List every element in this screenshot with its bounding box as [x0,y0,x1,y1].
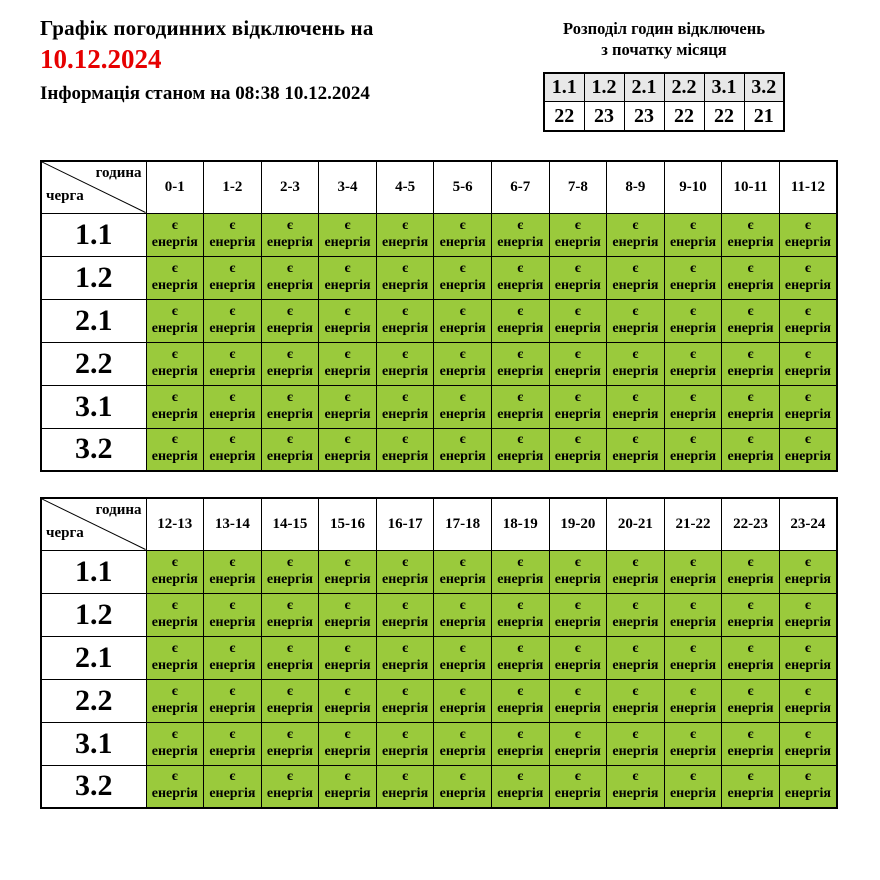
energy-status-cell: є енергія [722,550,780,593]
schedule-row [41,636,837,679]
energy-status-cell: є енергія [261,213,319,256]
energy-status-cell: є енергія [779,722,837,765]
energy-status-cell: є енергія [146,636,204,679]
energy-status-cell: є енергія [491,550,549,593]
energy-status-cell: є енергія [261,385,319,428]
energy-status-cell: є енергія [607,636,665,679]
queue-group-label: 1.1 [544,73,584,102]
corner-cell [41,498,146,550]
energy-status-cell: є енергія [376,299,434,342]
queue-row-label: 3.1 [41,722,146,765]
energy-status-cell: є енергія [376,679,434,722]
energy-status-cell: є енергія [204,428,262,471]
energy-status-cell: є енергія [607,385,665,428]
energy-status-cell: є енергія [664,385,722,428]
energy-status-cell: є енергія [607,213,665,256]
page-title: Графік погодинних відключень на [40,16,374,40]
energy-status-cell: є енергія [779,428,837,471]
energy-status-cell: є енергія [261,550,319,593]
energy-status-cell: є енергія [779,636,837,679]
energy-status-cell: є енергія [146,299,204,342]
energy-status-cell: є енергія [779,342,837,385]
energy-status-cell: є енергія [722,299,780,342]
energy-status-cell: є енергія [491,428,549,471]
schedule-body [41,213,837,471]
energy-status-cell: є енергія [491,679,549,722]
energy-status-cell: є енергія [204,213,262,256]
queue-group-label: 2.1 [624,73,664,102]
schedule-row [41,593,837,636]
corner-label-queue: черга [46,524,84,541]
energy-status-cell: є енергія [376,385,434,428]
energy-status-cell: є енергія [491,385,549,428]
energy-status-cell: є енергія [779,593,837,636]
queue-group-label: 3.1 [704,73,744,102]
hour-column-header: 16-17 [376,498,434,550]
hours-header-row [41,498,837,550]
energy-status-cell: є енергія [261,256,319,299]
energy-status-cell: є енергія [434,256,492,299]
energy-status-cell: є енергія [434,722,492,765]
energy-status-cell: є енергія [491,213,549,256]
energy-status-cell: є енергія [722,385,780,428]
outage-hours-value: 22 [664,102,704,131]
energy-status-cell: є енергія [607,256,665,299]
queue-row-label: 2.1 [41,636,146,679]
energy-status-cell: є енергія [319,256,377,299]
distribution-title-line1: Розподіл годин відключень [563,19,765,38]
energy-status-cell: є енергія [491,765,549,808]
energy-status-cell: є енергія [204,593,262,636]
energy-status-cell: є енергія [204,342,262,385]
energy-status-cell: є енергія [204,385,262,428]
energy-status-cell: є енергія [491,256,549,299]
energy-status-cell: є енергія [664,428,722,471]
hour-column-header: 20-21 [607,498,665,550]
schedule-row [41,256,837,299]
hour-column-header: 19-20 [549,498,607,550]
energy-status-cell: є енергія [607,299,665,342]
energy-status-cell: є енергія [146,550,204,593]
energy-status-cell: є енергія [779,385,837,428]
distribution-title [528,18,800,61]
queue-row-label: 3.2 [41,428,146,471]
energy-status-cell: є енергія [549,342,607,385]
energy-status-cell: є енергія [261,299,319,342]
energy-status-cell: є енергія [376,342,434,385]
queue-row-label: 2.1 [41,299,146,342]
energy-status-cell: є енергія [491,342,549,385]
hour-column-header: 18-19 [491,498,549,550]
energy-status-cell: є енергія [664,342,722,385]
hours-header-row [41,161,837,213]
energy-status-cell: є енергія [549,213,607,256]
energy-status-cell: є енергія [434,299,492,342]
outage-hours-value: 22 [544,102,584,131]
hour-column-header: 4-5 [376,161,434,213]
energy-status-cell: є енергія [376,765,434,808]
queue-row-label: 3.1 [41,385,146,428]
queue-row-label: 3.2 [41,765,146,808]
energy-status-cell: є енергія [722,722,780,765]
energy-status-cell: є енергія [204,550,262,593]
energy-status-cell: є енергія [434,428,492,471]
queue-row-label: 2.2 [41,342,146,385]
energy-status-cell: є енергія [376,256,434,299]
energy-status-cell: є енергія [607,679,665,722]
energy-status-cell: є енергія [319,550,377,593]
energy-status-cell: є енергія [491,636,549,679]
distribution-header-row [544,73,784,102]
schedule-row [41,679,837,722]
energy-status-cell: є енергія [549,256,607,299]
energy-status-cell: є енергія [261,722,319,765]
energy-status-cell: є енергія [722,765,780,808]
hour-column-header: 12-13 [146,498,204,550]
hour-column-header: 6-7 [491,161,549,213]
energy-status-cell: є енергія [261,593,319,636]
energy-status-cell: є енергія [722,636,780,679]
energy-status-cell: є енергія [549,550,607,593]
energy-status-cell: є енергія [549,679,607,722]
energy-status-cell: є енергія [376,593,434,636]
corner-cell [41,161,146,213]
energy-status-cell: є енергія [319,342,377,385]
hour-column-header: 10-11 [722,161,780,213]
energy-status-cell: є енергія [261,679,319,722]
energy-status-cell: є енергія [319,428,377,471]
energy-status-cell: є енергія [376,722,434,765]
schedule-row [41,385,837,428]
energy-status-cell: є енергія [261,342,319,385]
outage-hours-value: 22 [704,102,744,131]
energy-status-cell: є енергія [607,722,665,765]
energy-status-cell: є енергія [549,299,607,342]
corner-label-queue: черга [46,187,84,204]
outage-hours-value: 21 [744,102,784,131]
queue-row-label: 1.2 [41,593,146,636]
schedule-row [41,299,837,342]
energy-status-cell: є енергія [779,765,837,808]
queue-row-label: 2.2 [41,679,146,722]
energy-status-cell: є енергія [664,765,722,808]
energy-status-cell: є енергія [204,636,262,679]
energy-status-cell: є енергія [204,256,262,299]
energy-status-cell: є енергія [779,679,837,722]
energy-status-cell: є енергія [261,636,319,679]
energy-status-cell: є енергія [319,636,377,679]
energy-status-cell: є енергія [434,679,492,722]
outage-hours-value: 23 [584,102,624,131]
energy-status-cell: є енергія [664,636,722,679]
hour-column-header: 7-8 [549,161,607,213]
hour-column-header: 3-4 [319,161,377,213]
hour-column-header: 5-6 [434,161,492,213]
energy-status-cell: є енергія [146,679,204,722]
queue-group-label: 3.2 [744,73,784,102]
energy-status-cell: є енергія [779,213,837,256]
energy-status-cell: є енергія [549,722,607,765]
energy-status-cell: є енергія [722,428,780,471]
energy-status-cell: є енергія [204,679,262,722]
energy-status-cell: є енергія [261,428,319,471]
energy-status-cell: є енергія [204,722,262,765]
energy-status-cell: є енергія [549,593,607,636]
energy-status-cell: є енергія [434,593,492,636]
energy-status-cell: є енергія [664,722,722,765]
energy-status-cell: є енергія [607,765,665,808]
energy-status-cell: є енергія [319,679,377,722]
energy-status-cell: є енергія [434,213,492,256]
energy-status-cell: є енергія [146,256,204,299]
energy-status-cell: є енергія [664,299,722,342]
energy-status-cell: є енергія [491,722,549,765]
hour-column-header: 21-22 [664,498,722,550]
energy-status-cell: є енергія [722,679,780,722]
schedule-date: 10.12.2024 [40,44,162,74]
energy-status-cell: є енергія [607,550,665,593]
queue-row-label: 1.2 [41,256,146,299]
distribution-title-line2: з початку місяця [601,40,727,60]
energy-status-cell: є енергія [722,256,780,299]
energy-status-cell: є енергія [434,636,492,679]
schedule-body [41,550,837,808]
energy-status-cell: є енергія [146,722,204,765]
distribution-block [528,18,800,132]
schedule-table-first-half [40,160,838,472]
energy-status-cell: є енергія [549,428,607,471]
energy-status-cell: є енергія [779,550,837,593]
energy-status-cell: є енергія [376,636,434,679]
queue-group-label: 2.2 [664,73,704,102]
energy-status-cell: є енергія [779,299,837,342]
energy-status-cell: є енергія [319,299,377,342]
energy-status-cell: є енергія [376,213,434,256]
energy-status-cell: є енергія [434,550,492,593]
energy-status-cell: є енергія [319,385,377,428]
energy-status-cell: є енергія [491,299,549,342]
energy-status-cell: є енергія [664,679,722,722]
schedule-row [41,342,837,385]
energy-status-cell: є енергія [607,428,665,471]
energy-status-cell: є енергія [319,593,377,636]
queue-row-label: 1.1 [41,550,146,593]
hour-column-header: 13-14 [204,498,262,550]
hour-column-header: 9-10 [664,161,722,213]
hour-column-header: 2-3 [261,161,319,213]
energy-status-cell: є енергія [146,765,204,808]
corner-label-hour: година [95,165,142,181]
hour-column-header: 22-23 [722,498,780,550]
energy-status-cell: є енергія [549,636,607,679]
energy-status-cell: є енергія [146,213,204,256]
hour-column-header: 0-1 [146,161,204,213]
energy-status-cell: є енергія [434,385,492,428]
energy-status-cell: є енергія [146,385,204,428]
energy-status-cell: є енергія [664,213,722,256]
schedule-row [41,550,837,593]
schedule-table-second-half [40,497,838,809]
hour-column-header: 23-24 [779,498,837,550]
title-block [40,16,510,105]
distribution-table [543,72,785,132]
energy-status-cell: є енергія [549,385,607,428]
schedule-row [41,213,837,256]
energy-status-cell: є енергія [146,428,204,471]
outage-hours-value: 23 [624,102,664,131]
queue-group-label: 1.2 [584,73,624,102]
energy-status-cell: є енергія [146,342,204,385]
schedule-row [41,722,837,765]
energy-status-cell: є енергія [549,765,607,808]
schedule-row [41,428,837,471]
energy-status-cell: є енергія [434,765,492,808]
hour-column-header: 17-18 [434,498,492,550]
energy-status-cell: є енергія [319,722,377,765]
energy-status-cell: є енергія [204,765,262,808]
hour-column-header: 8-9 [607,161,665,213]
schedule-row [41,765,837,808]
hour-column-header: 14-15 [261,498,319,550]
energy-status-cell: є енергія [664,593,722,636]
corner-label-hour: година [95,502,142,518]
energy-status-cell: є енергія [319,213,377,256]
energy-status-cell: є енергія [722,342,780,385]
hour-column-header: 11-12 [779,161,837,213]
energy-status-cell: є енергія [722,593,780,636]
energy-status-cell: є енергія [722,213,780,256]
hour-column-header: 1-2 [204,161,262,213]
energy-status-cell: є енергія [779,256,837,299]
energy-status-cell: є енергія [664,256,722,299]
energy-status-cell: є енергія [491,593,549,636]
hour-column-header: 15-16 [319,498,377,550]
energy-status-cell: є енергія [319,765,377,808]
info-timestamp: Інформація станом на 08:38 10.12.2024 [40,83,370,104]
energy-status-cell: є енергія [607,593,665,636]
energy-status-cell: є енергія [607,342,665,385]
energy-status-cell: є енергія [434,342,492,385]
queue-row-label: 1.1 [41,213,146,256]
energy-status-cell: є енергія [146,593,204,636]
energy-status-cell: є енергія [376,550,434,593]
energy-status-cell: є енергія [664,550,722,593]
energy-status-cell: є енергія [204,299,262,342]
energy-status-cell: є енергія [261,765,319,808]
energy-status-cell: є енергія [376,428,434,471]
distribution-values-row [544,102,784,131]
